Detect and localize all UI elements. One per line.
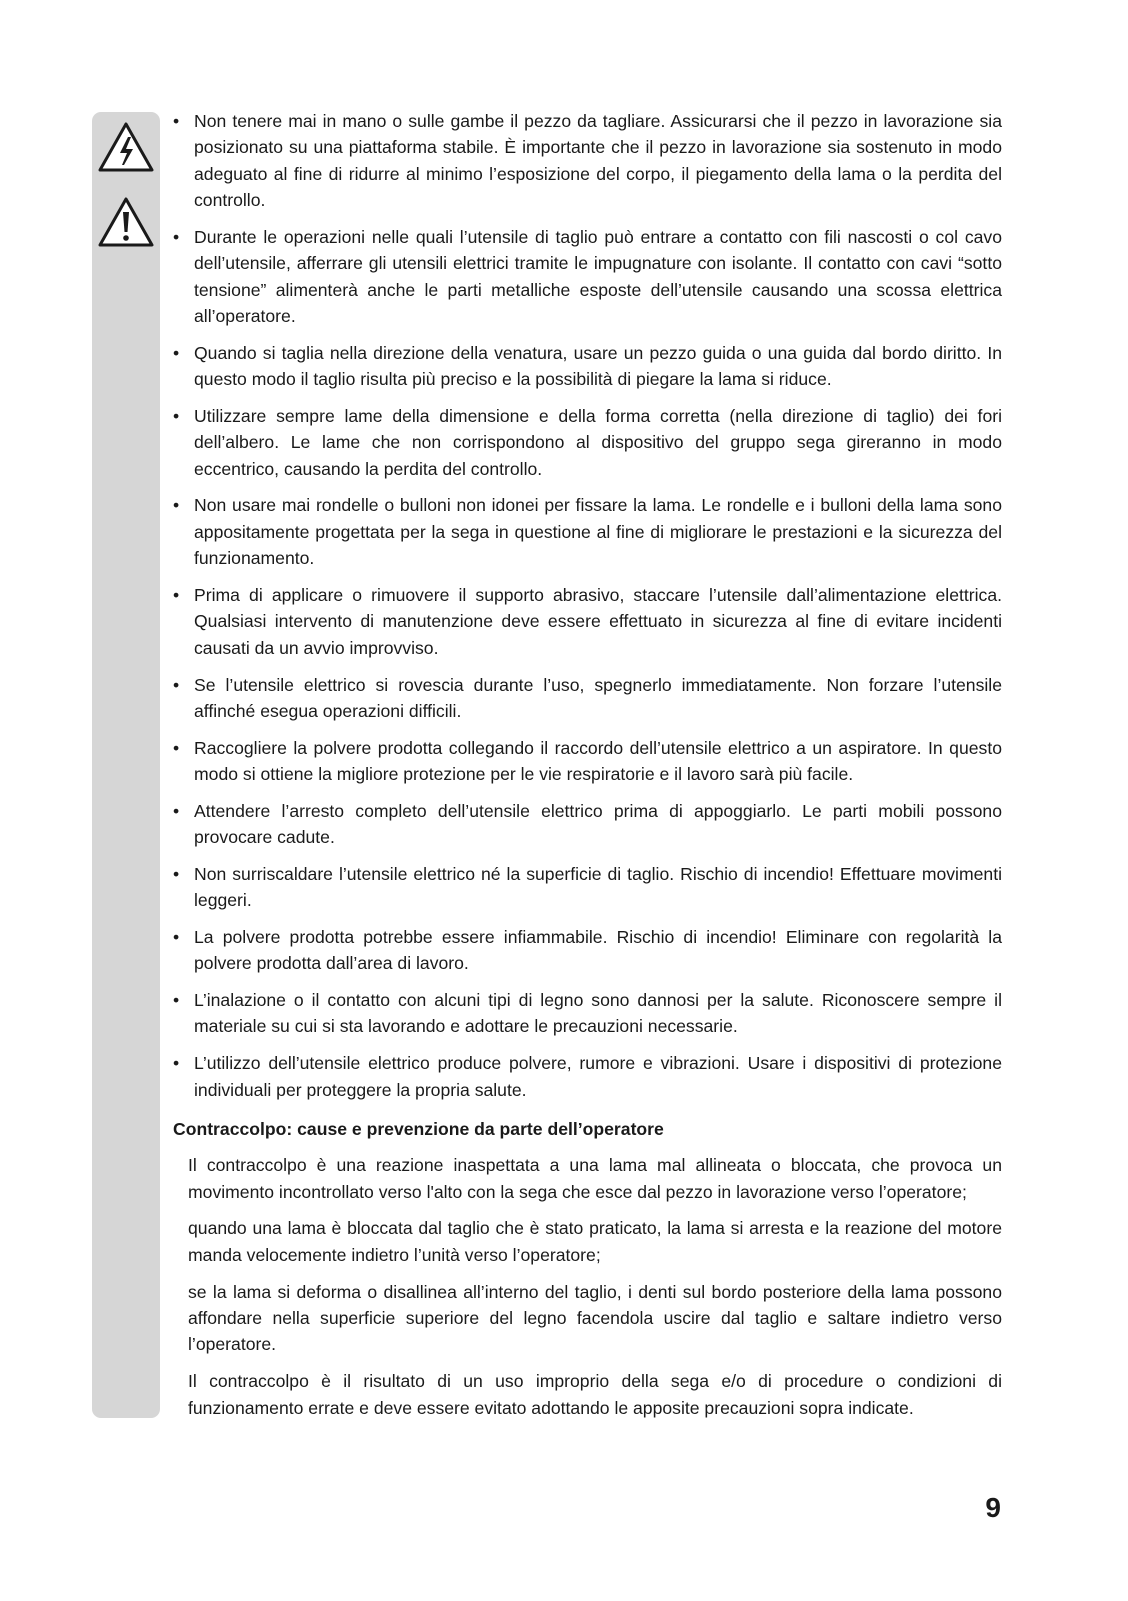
list-item: • Non usare mai rondelle o bulloni non idonei per fissare la lama. Le rondelle e i bulloni della lama sono appositamente progettata per la sega in questione al fine di migliorare le prestazioni e la sicurezza del funzionamento. — [173, 492, 1002, 571]
page-number: 9 — [985, 1492, 1001, 1523]
list-item: • Non surriscaldare l’utensile elettrico né la superficie di taglio. Rischio di incendio! Effettuare movimenti leggeri. — [173, 861, 1002, 914]
section-heading: Contraccolpo: cause e prevenzione da parte dell’operatore — [173, 1118, 664, 1139]
electrical-hazard-icon — [95, 120, 157, 176]
section-paragraph: Il contraccolpo è una reazione inaspettata a una lama mal allineata o bloccata, che provoca un movimento incontrollato verso l'alto con la sega che esce dal pezzo in lavorazione verso l’operatore; — [188, 1155, 1002, 1202]
list-item: • Durante le operazioni nelle quali l’utensile di taglio può entrare a contatto con fili nascosti o col cavo dell’utensile, afferrare gli utensili elettrici tramite le impugnature con isolante. Il contatto con cavi “sotto tensione” alimenterà anche le parti metalliche esposte dell’utensile causando una scossa elettrica all’operatore. — [173, 224, 1002, 330]
list-item: • Attendere l’arresto completo dell’utensile elettrico prima di appoggiarlo. Le parti mobili possono provocare cadute. — [173, 798, 1002, 851]
list-item: • Se l’utensile elettrico si rovescia durante l’uso, spegnerlo immediatamente. Non forzare l’utensile affinché esegua operazioni difficili. — [173, 672, 1002, 725]
list-item: • Utilizzare sempre lame della dimensione e della forma corretta (nella direzione di taglio) dei fori dell’albero. Le lame che non corrispondono al dispositivo del gruppo sega gireranno in modo eccentrico, causando la perdita del controllo. — [173, 403, 1002, 482]
list-item: • L’utilizzo dell’utensile elettrico produce polvere, rumore e vibrazioni. Usare i dispositivi di protezione individuali per proteggere la propria salute. — [173, 1050, 1002, 1103]
list-item: • Non tenere mai in mano o sulle gambe il pezzo da tagliare. Assicurarsi che il pezzo in lavorazione sia posizionato su una piattaforma stabile. È importante che il pezzo in lavorazione sia sostenuto in modo adeguato al fine di ridurre al minimo l’esposizione del corpo, il piegamento della lama o la perdita del controllo. — [173, 108, 1002, 214]
list-item: • Raccogliere la polvere prodotta collegando il raccordo dell’utensile elettrico a un aspiratore. In questo modo si ottiene la migliore protezione per le vie respiratorie e il lavoro sarà più facile. — [173, 735, 1002, 788]
list-item: • Prima di applicare o rimuovere il supporto abrasivo, staccare l’utensile dall’alimentazione elettrica. Qualsiasi intervento di manutenzione deve essere effettuato in sicurezza al fine di evitare incidenti causati da un avvio improvviso. — [173, 582, 1002, 661]
section-paragraph: se la lama si deforma o disallinea all’interno del taglio, i denti sul bordo posteriore della lama possono affondare nella superficie superiore del legno facendola uscire dal taglio e saltare indietro verso l’operatore. — [188, 1281, 1002, 1355]
warning-icon — [95, 195, 157, 251]
sidebar-warning-strip — [92, 112, 160, 1418]
list-item: • L’inalazione o il contatto con alcuni tipi di legno sono dannosi per la salute. Riconoscere sempre il materiale su cui si sta lavorando e adottare le precauzioni necessarie. — [173, 987, 1002, 1040]
safety-instructions-list — [173, 108, 1002, 1103]
section-paragraph: quando una lama è bloccata dal taglio che è stato praticato, la lama si arresta e la reazione del motore manda velocemente indietro l’unità verso l’operatore; — [188, 1218, 1002, 1265]
document-body — [173, 108, 1002, 1431]
list-item: • Quando si taglia nella direzione della venatura, usare un pezzo guida o una guida dal bordo diritto. In questo modo il taglio risulta più preciso e la possibilità di piegare la lama si riduce. — [173, 340, 1002, 393]
section-paragraph: Il contraccolpo è il risultato di un uso improprio della sega e/o di procedure o condizioni di funzionamento errate e deve essere evitato adottando le apposite precauzioni sopra indicate. — [188, 1371, 1002, 1418]
list-item: • La polvere prodotta potrebbe essere infiammabile. Rischio di incendio! Eliminare con regolarità la polvere prodotta dall’area di lavoro. — [173, 924, 1002, 977]
